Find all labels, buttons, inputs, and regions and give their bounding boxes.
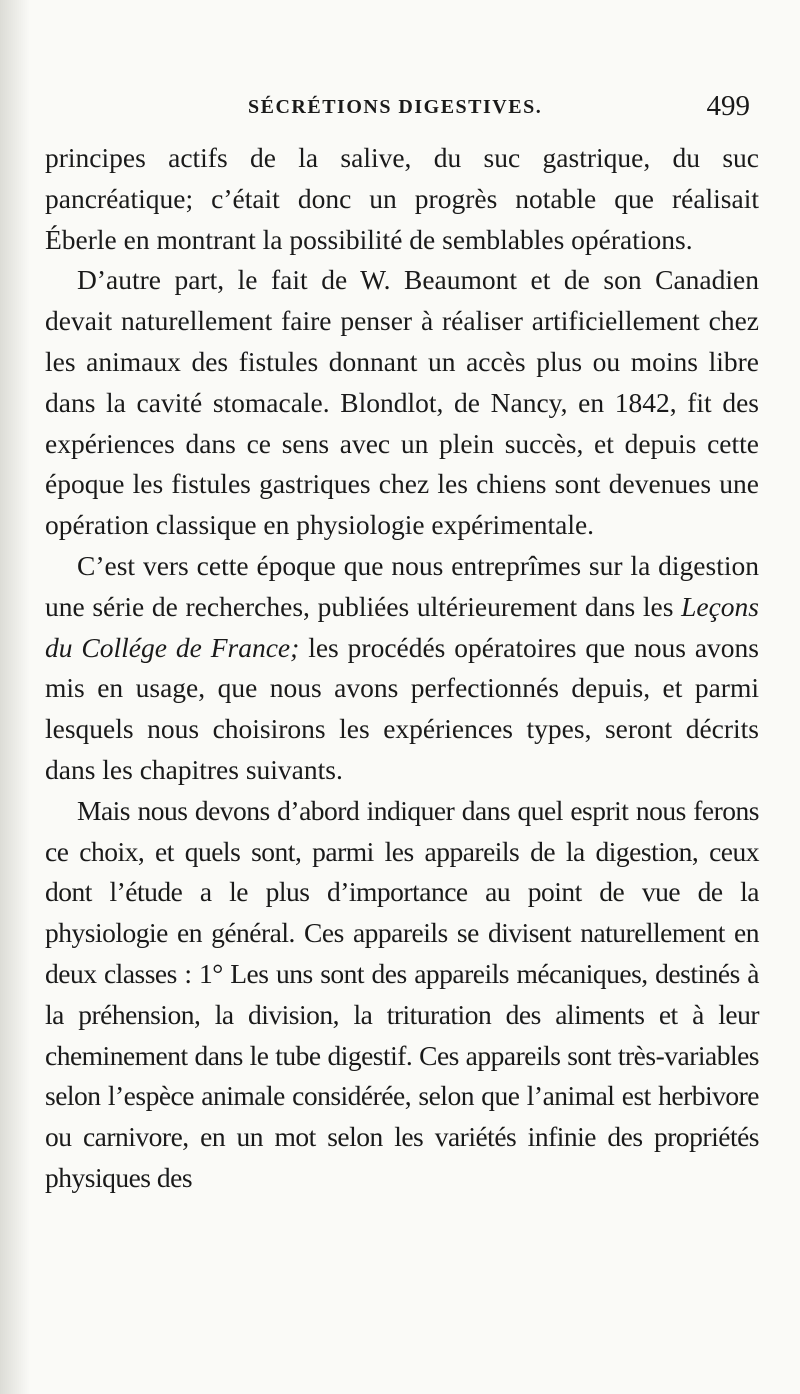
paragraph-text: C’est vers cette époque que nous entreprîmes sur la digestion une série de recherches, publiées ultérieurement dans les	[45, 549, 759, 622]
running-head: SÉCRÉTIONS DIGESTIVES.	[248, 96, 543, 118]
paragraph	[45, 260, 759, 546]
body-text	[45, 138, 759, 1199]
paragraph-text: principes actifs de la salive, du suc gastrique, du suc pancréatique; c’était donc un progrès notable que réalisait Éberle en montrant la possibilité de semblables opérations.	[45, 142, 759, 255]
paragraph-text: D’autre part, le fait de W. Beaumont et de son Canadien devait naturellement faire penser à réaliser artificiellement chez les animaux des fistules donnant un accès plus ou moins libre dans la cavité stomacale. Blondlot, de Nancy, en 1842, fit des expériences dans ce sens avec un plein succès, et depuis cette époque les fistules gastriques chez les chiens sont devenues une opération classique en physiologie expérimentale.	[45, 264, 759, 541]
page-gutter-shadow	[0, 0, 30, 1394]
paragraph-text: les procédés opératoires que nous avons mis en usage, que nous avons perfectionnés depuis, et parmi lesquels nous choisirons les expériences types, seront décrits dans les chapitres suivants.	[45, 631, 760, 785]
italic-title: Leçons du Collége de France;	[45, 590, 759, 663]
page-number: 499	[706, 90, 750, 122]
page-header	[0, 88, 800, 128]
paragraph-text: Mais nous devons d’abord indiquer dans quel esprit nous ferons ce choix, et quels sont, parmi les appareils de la digestion, ceux dont l’étude a le plus d’importance au point de vue de la physiologie en général. Ces appareils se divisent naturellement en deux classes : 1° Les uns sont des appareils mécaniques, destinés à la préhension, la division, la trituration des aliments et à leur cheminement dans le tube digestif. Ces appareils sont très-variables selon l’espèce animale considérée, selon que l’animal est herbivore ou carnivore, en un mot selon les variétés infinie des propriétés physiques des	[45, 794, 759, 1193]
paragraph	[45, 791, 759, 1199]
paragraph	[45, 546, 759, 791]
paragraph	[45, 138, 759, 260]
